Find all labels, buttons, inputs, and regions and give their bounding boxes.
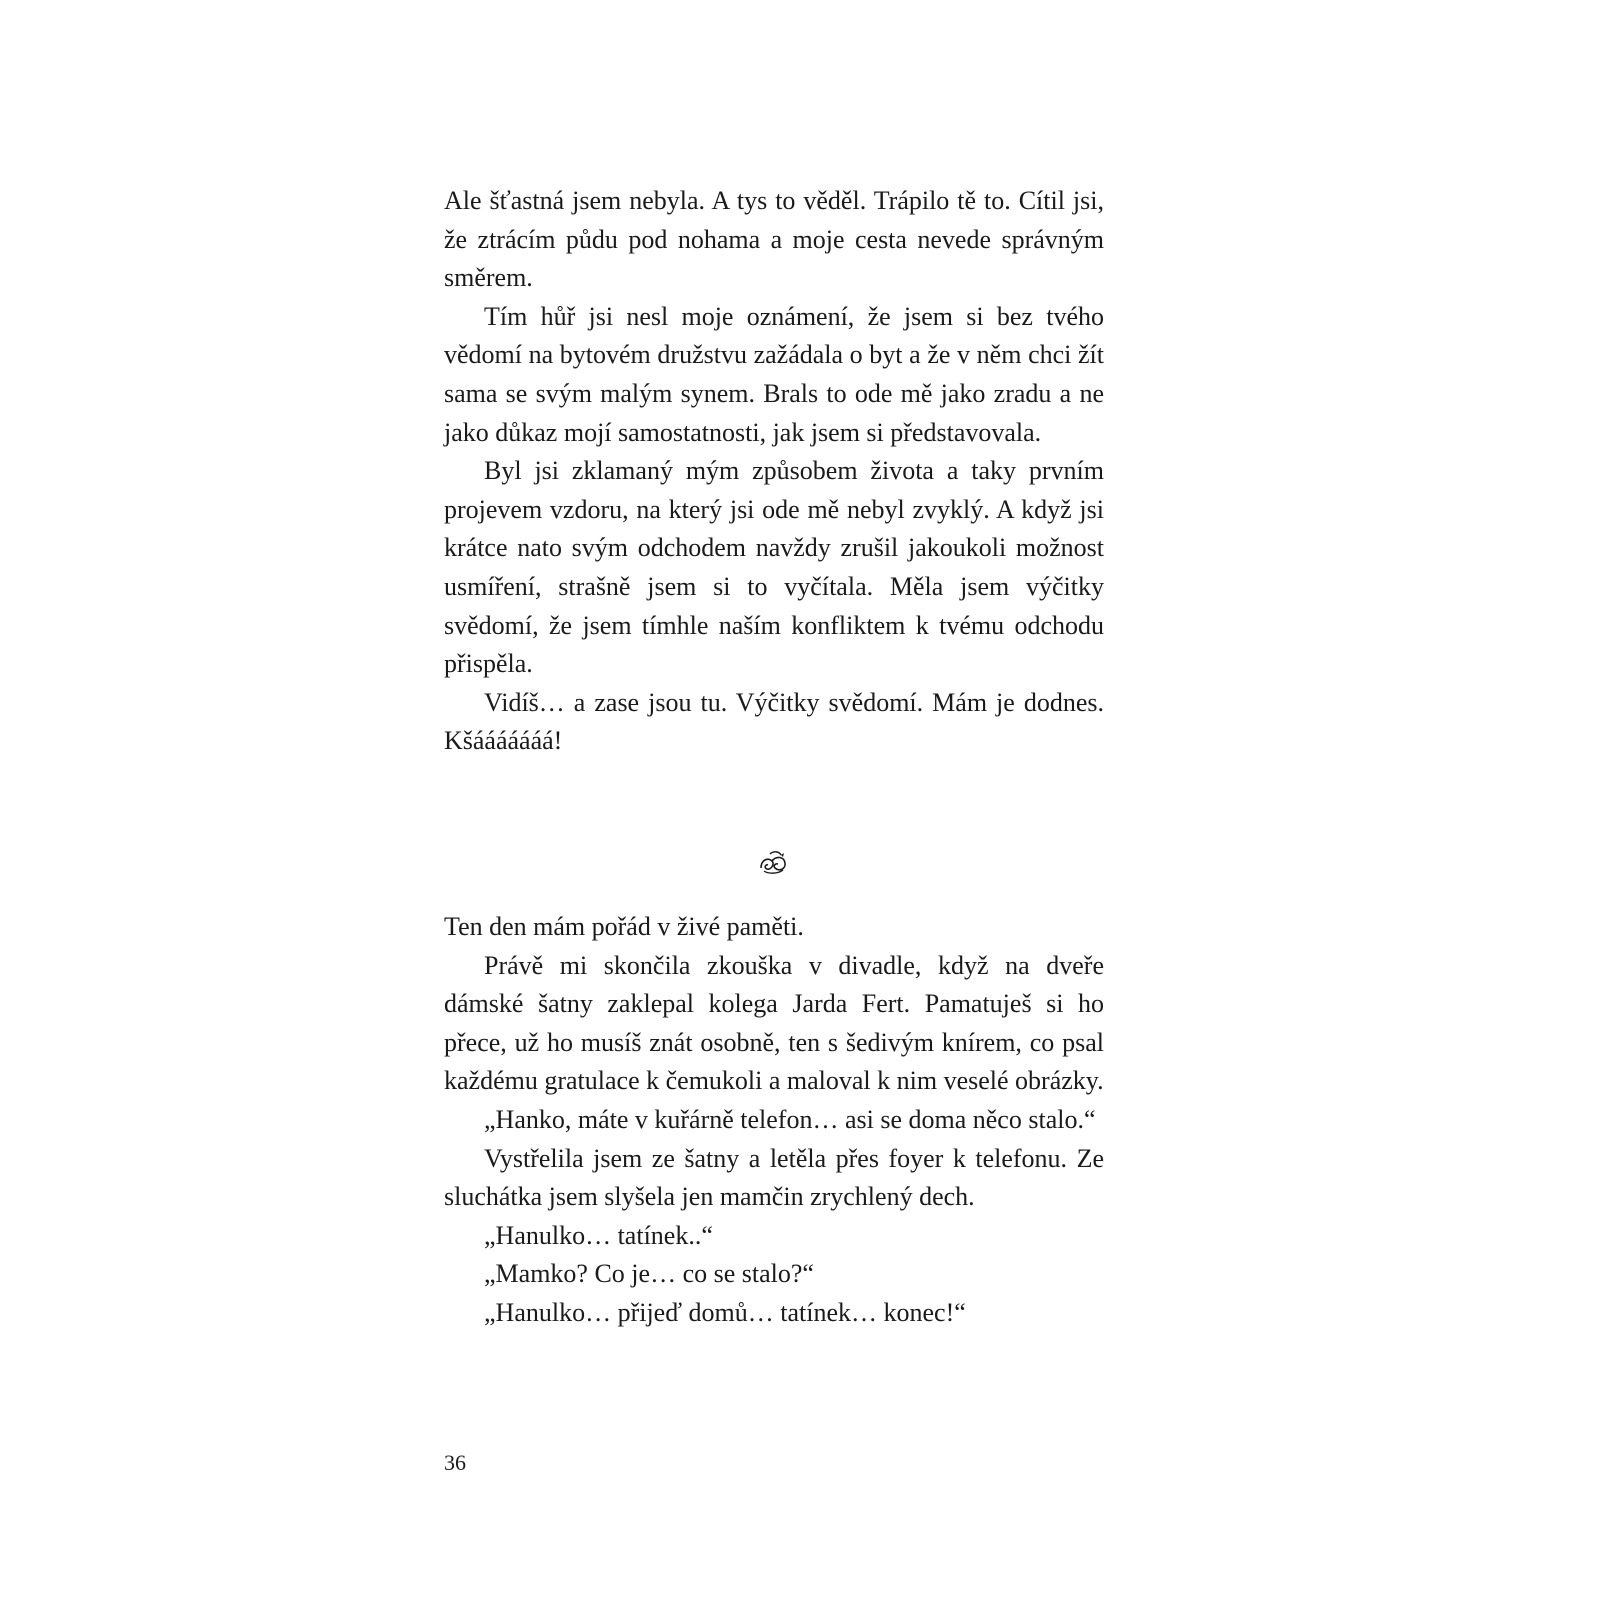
paragraph: Právě mi skončila zkouška v divadle, když na dveře dámské šatny zaklepal kolega Jarda Fert. Pamatuješ si ho přece, už ho musíš znát osobně, ten s šedivým knírem, co psal každému gratulace k čemukoli a maloval k nim veselé obrázky. (444, 950, 1104, 1096)
floral-ornament-icon (758, 848, 788, 876)
dialogue-line: „Hanko, máte v kuřárně telefon… asi se doma něco stalo.“ (484, 1104, 1096, 1134)
dialogue-line: „Hanulko… přijeď domů… tatínek… konec!“ (484, 1297, 966, 1327)
paragraph: Ale šťastná jsem nebyla. A tys to věděl. Trápilo tě to. Cítil jsi, že ztrácím půdu pod nohama a moje cesta nevede správným směrem. (444, 186, 1104, 293)
paragraph: Vidíš… a zase jsou tu. Výčitky svědomí. Mám je dodnes. Kšááááááá! (444, 687, 1104, 756)
page-number: 36 (444, 1450, 466, 1475)
paragraph: Byl jsi zklamaný mým způsobem života a taky prvním projevem vzdoru, na který jsi ode mě nebyl zvyklý. A když jsi krátce nato svým odchodem navždy zrušil jakoukoli možnost usmíření, strašně jsem si to vyčítala. Měla jsem výčitky svědomí, že jsem tímhle naším konfliktem k tvému odchodu přispěla. (444, 456, 1104, 679)
dialogue-line: „Hanulko… tatínek..“ (484, 1220, 713, 1250)
dialogue-line: „Mamko? Co je… co se stalo?“ (484, 1259, 814, 1289)
paragraph: Ten den mám pořád v živé paměti. (444, 912, 804, 941)
paragraph: Tím hůř jsi nesl moje oznámení, že jsem si bez tvého vědomí na bytovém družstvu zažádala o byt a že v něm chci žít sama se svým malým synem. Brals to ode mě jako zradu a ne jako důkaz mojí samostatnosti, jak jsem si představovala. (444, 301, 1104, 447)
paragraph: Vystřelila jsem ze šatny a letěla přes foyer k telefonu. Ze sluchátka jsem slyšela jen mamčin zrychlený dech. (444, 1143, 1104, 1212)
section-one (444, 182, 1104, 761)
section-two (444, 908, 1104, 1333)
